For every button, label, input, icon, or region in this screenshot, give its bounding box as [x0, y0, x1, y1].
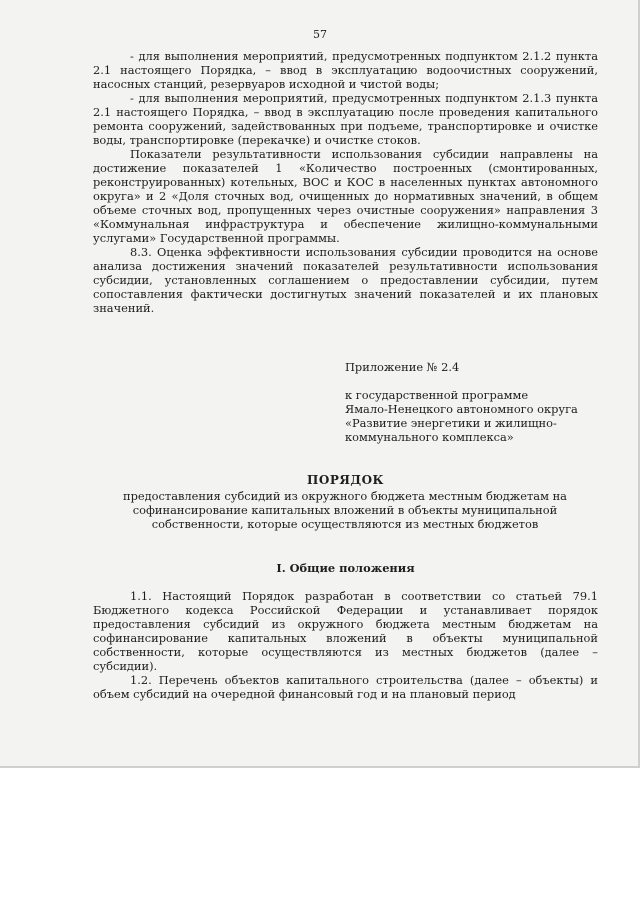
appendix-line: коммунального комплекса»: [345, 430, 514, 444]
appendix-line: «Развитие энергетики и жилищно-: [345, 416, 557, 430]
page-number: 57: [313, 28, 327, 41]
paragraph: 1.1. Настоящий Порядок разработан в соответствии со статьей 79.1 Бюджетного кодекса Российской Федерации и устанавливает порядок предоставления субсидий из окружного бюджета местным бюджетам на софинансирование капитальных вложений в объекты муниципальной собственности, которые осуществляются из местных бюджетов (далее – субсидии).: [93, 589, 598, 673]
document-title: ПОРЯДОК: [307, 473, 384, 487]
section-heading: I. Общие положения: [276, 561, 415, 575]
paragraph: 1.2. Перечень объектов капитального строительства (далее – объекты) и объем субсидий на очередной финансовый год и на плановый период: [93, 673, 598, 701]
paragraph: Показатели результативности использования субсидии направлены на достижение показателей 1 «Количество построенных (смонтированных, реконструированных) котельных, ВОС и КОС в населенных пунктах автономного округа» и 2 «Доля сточных вод, очищенных до нормативных значений, в общем объеме сточных вод, пропущенных через очистные сооружения» направления 3 «Коммунальная инфраструктура и обеспечение жилищно-коммунальными услугами» Государственной программы.: [93, 147, 598, 245]
appendix-label: Приложение № 2.4: [345, 360, 460, 374]
appendix-label-block: [345, 360, 605, 374]
body-text-top: [93, 49, 598, 315]
document-subtitle: предоставления субсидий из окружного бюджета местным бюджетам на софинансирование капитальных вложений в объекты муниципальной собственности, которые осуществляются из местных бюджетов: [123, 489, 567, 531]
paragraph: - для выполнения мероприятий, предусмотренных подпунктом 2.1.2 пункта 2.1 настоящего Порядка, – ввод в эксплуатацию водоочистных сооружений, насосных станций, резервуаров исходной и чистой воды;: [93, 49, 598, 91]
appendix-line: к государственной программе: [345, 388, 529, 402]
paragraph: - для выполнения мероприятий, предусмотренных подпунктом 2.1.3 пункта 2.1 настоящего Порядка, – ввод в эксплуатацию после проведения капитального ремонта сооружений, задействованных при подъеме, транспортировке и очистке воды, транспортировке (перекачке) и очистке стоков.: [93, 91, 598, 147]
body-text-bottom: [93, 589, 598, 701]
appendix-reference-block: [345, 388, 605, 444]
paragraph: 8.3. Оценка эффективности использования субсидии проводится на основе анализа достижения значений показателей результативности использования субсидии, установленных соглашением о предоставлении субсидии, путем сопоставления фактически достигнутых значений показателей и их плановых значений.: [93, 245, 598, 315]
appendix-line: Ямало-Ненецкого автономного округа: [345, 402, 578, 416]
